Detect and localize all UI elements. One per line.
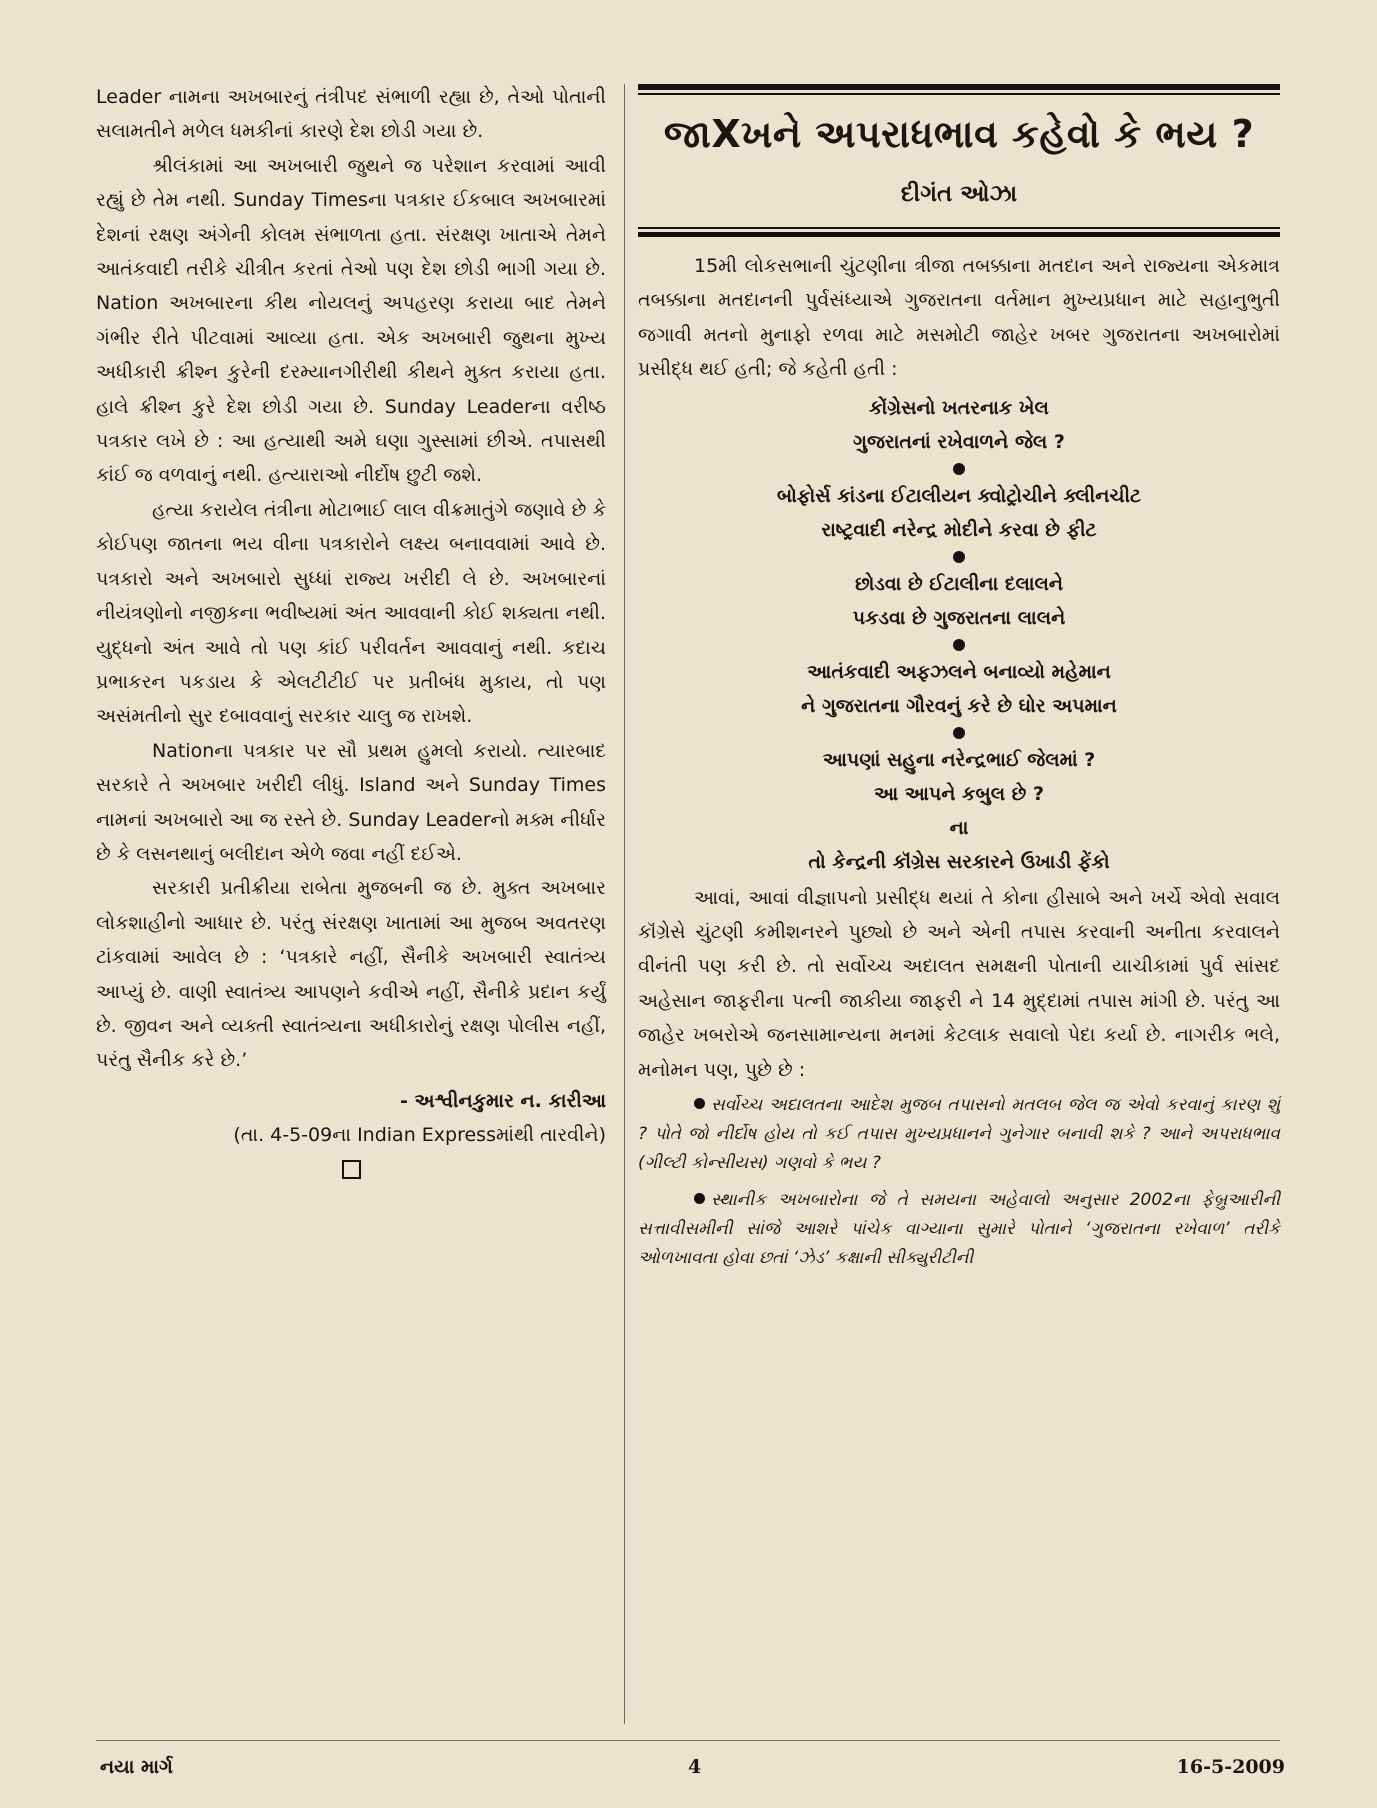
paragraph: શ્રીલંકામાં આ અખબારી જુથને જ પરેશાન કરવામાં આવી રહ્યું છે તેમ નથી. Sunday Timesના પત્રકાર ઈકબાલ અખબારમાં દેશનાં રક્ષણ અંગેની કોલમ સંભાળતા હતા. સંરક્ષણ ખાતાએ તેમને આતંકવાદી તરીકે ચીત્રીત કરતાં તેઓ પણ દેશ છોડી ભાગી ગયા છે. Nation અખબારના કીથ નોયલનું અપહરણ કરાયા બાદ તેમને ગંભીર રીતે પીટવામાં આવ્યા હતા. એક અખબારી જુથના મુખ્ય અધીકારી ક્રીશ્ન કુરેની દરમ્યાનગીરીથી કીથને મુક્ત કરાયા હતા. હાલે ક્રીશ્ન કુરે દેશ છોડી ગયા છે. Sunday Leaderના વરીષ્ઠ પત્રકાર લખે છે : આ હત્યાથી અમે ઘણા ગુસ્સામાં છીએ. તપાસથી કાંઈ જ વળવાનું નથી. હત્યારાઓ નીર્દોષ છુટી જશે. — [96, 154, 606, 487]
magazine-name: નયા માર્ગ — [100, 1756, 173, 1778]
column-divider — [624, 84, 625, 1724]
slogan-line: આ આપને કબુલ છે ? — [873, 782, 1045, 805]
slogan-line: પકડવા છે ગુજરાતના લાલને — [852, 606, 1066, 629]
slogan-line: તો કેન્દ્રની કૉંગ્રેસ સરકારને ઉખાડી ફેંકો — [808, 850, 1110, 873]
list-item-text: સ્થાનીક અખબારોના જે તે સમયના અહેવાલો અનુસાર 2002ના ફેબ્રુઆરીની સત્તાવીસમીની સાંજે આશરે પાંચેક વાગ્યાના સુમારે પોતાને ‘ગુજરાતના રખેવાળ’ તરીકે ઓળખાવતા હોવા છતાં ‘ઝેડ’ કક્ષાની સીક્યુરીટીની — [638, 1190, 1280, 1269]
author-signature: - અશ્વીનકુમાર ન. કારીઆ — [399, 1089, 606, 1112]
left-column — [96, 80, 606, 1189]
end-mark — [96, 1155, 606, 1189]
slogan-line: કોંગ્રેસનો ખતરનાક ખેલ — [869, 396, 1049, 419]
issue-date: 16-5-2009 — [1176, 1756, 1285, 1778]
slogan-line: બોફોર્સ કાંડના ઈટાલીયન ક્વોટ્રોચીને ક્લીનચીટ — [776, 484, 1142, 507]
bullet-dot-icon — [953, 551, 965, 563]
paragraph: 15મી લોકસભાની ચુંટણીના ત્રીજા તબક્કાના મતદાન અને રાજ્યના એકમાત્ર તબક્કાના મતદાનની પુર્વસંધ્યાએ ગુજરાતના વર્તમાન મુખ્યપ્રધાન માટે સહાનુભુતી જગાવી મતનો મુનાફો રળવા માટે મસમોટી જાહેર ખબર ગુજરાતના અખબારોમાં પ્રસીદ્ધ થઈ હતી; જે કહેતી હતી : — [638, 255, 1280, 381]
article-author: દીગંત ઓઝા — [900, 181, 1018, 207]
slogan-line: છોડવા છે ઈટાલીના દલાલને — [854, 572, 1064, 595]
source-note: (તા. 4-5-09ના Indian Expressમાંથી તારવીને) — [233, 1124, 606, 1147]
article-headline: જાXખને અપરાધભાવ કહેવો કે ભય ? — [663, 112, 1255, 156]
slogan-line: આપણાં સહુના નરેન્દ્રભાઈ જેલમાં ? — [822, 748, 1096, 771]
paragraph: Leader નામના અખબારનું તંત્રીપદ સંભાળી રહ્યા છે, તેઓ પોતાની સલામતીને મળેલ ધમકીનાં કારણે દેશ છોડી ગયા છે. — [96, 86, 606, 143]
headline-rule-top — [638, 84, 1280, 90]
headline-rule-top-thin — [638, 93, 1280, 95]
slogan-line: આતંકવાદી અફઝલને બનાવ્યો મહેમાન — [807, 660, 1111, 683]
bullet-dot-icon — [694, 1098, 705, 1109]
slogan-line: ગુજરાતનાં રખેવાળને જેલ ? — [853, 430, 1065, 453]
bullet-dot-icon — [953, 639, 965, 651]
paragraph: Nationના પત્રકાર પર સૌ પ્રથમ હુમલો કરાયો. ત્યારબાદ સરકારે તે અખબાર ખરીદી લીધું. Island અને Sunday Times નામનાં અખબારો આ જ રસ્તે છે. Sunday Leaderનો મક્મ નીર્ધાર છે કે લસનથાનું બલીદાન એળે જવા નહીં દઈએ. — [96, 739, 606, 865]
slogan-line: રાષ્ટ્રવાદી નરેન્દ્ર મોદીને કરવા છે ફીટ — [821, 518, 1097, 541]
right-column — [638, 84, 1280, 1273]
slogan-line: ને ગુજરાતના ગૌરવનું કરે છે ઘોર અપમાન — [801, 694, 1117, 717]
bullet-dot-icon — [694, 1193, 705, 1204]
checkbox-icon — [342, 1160, 361, 1179]
article-body — [638, 249, 1280, 1273]
list-item — [638, 1091, 1280, 1178]
list-item — [638, 1186, 1280, 1273]
page-number: 4 — [688, 1756, 702, 1778]
list-item-text: સર્વોચ્ચ અદાલતના આદેશ મુજબ તપાસનો મતલબ જેલ જ એવો કરવાનું કારણ શું ? પોતે જો નીર્દોષ હોય તો કઈ તપાસ મુખ્યપ્રધાનને ગુનેગાર બનાવી શકે ? આને અપરાધભાવ (ગીલ્ટી કોન્સીયસ) ગણવો કે ભય ? — [638, 1095, 1280, 1174]
question-list — [638, 1091, 1280, 1273]
bullet-dot-icon — [953, 463, 965, 475]
paragraph: આવાં, આવાં વીજ્ઞાપનો પ્રસીદ્ધ થયાં તે કોના હીસાબે અને ખર્ચે એવો સવાલ કૉંગ્રેસે ચુંટણી કમીશનરને પુછ્યો છે અને એની તપાસ કરવાની અનીતા કરવાલને વીનંતી પણ કરી છે. તો સર્વોચ્ચ અદાલત સમક્ષની પોતાની યાચીકામાં પુર્વ સાંસદ અહેસાન જાફરીના પત્ની જાકીયા જાફરી ને 14 મુદ્દામાં તપાસ માંગી છે. પરંતુ આ જાહેર ખબરોએ જનસામાન્યના મનમાં કેટલાક સવાલો પેદા કર્યા છે. નાગરીક ભલે, મનોમન પણ, પુછે છે : — [638, 886, 1280, 1081]
paragraph: સરકારી પ્રતીક્રીયા રાબેતા મુજબની જ છે. મુક્ત અખબાર લોકશાહીનો આધાર છે. પરંતુ સંરક્ષણ ખાતામાં આ મુજબ અવતરણ ટાંકવામાં આવેલ છે : ‘પત્રકારે નહીં, સૈનીકે અખબારી સ્વાતંત્ર્ય આપ્યું છે. વાણી સ્વાતંત્ર્ય આપણને કવીએ નહીં, સૈનીકે પ્રદાન કર્યું છે. જીવન અને વ્યક્તી સ્વાતંત્ર્યના અધીકારોનું રક્ષણ પોલીસ નહીં, પરંતુ સૈનીક કરે છે.’ — [96, 877, 606, 1072]
slogans-block — [638, 391, 1280, 879]
bullet-dot-icon — [953, 727, 965, 739]
paragraph: હત્યા કરાયેલ તંત્રીના મોટાભાઈ લાલ વીક્રમાતુંગે જણાવે છે કે કોઈપણ જાતના ભય વીના પત્રકારોને લક્ષ્ય બનાવવામાં આવે છે. પત્રકારો અને અખબારો સુધ્ધાં રાજ્ય ખરીદી લે છે. અખબારનાં નીયંત્રણોનો નજીકના ભવીષ્યમાં અંત આવવાની કોઈ શક્યતા નથી. યુદ્ધનો અંત આવે તો પણ કાંઈ પરીવર્તન આવવાનું નથી. કદાચ પ્રભાકરન પકડાય કે એલટીટીઈ પર પ્રતીબંધ મુકાય, તો પણ અસંમતીનો સુર દબાવવાનું સરકાર ચાલુ જ રાખશે. — [96, 498, 606, 728]
headline-rule-bottom — [638, 227, 1280, 237]
footer-divider — [96, 1740, 1280, 1741]
slogan-line: ના — [949, 816, 969, 839]
